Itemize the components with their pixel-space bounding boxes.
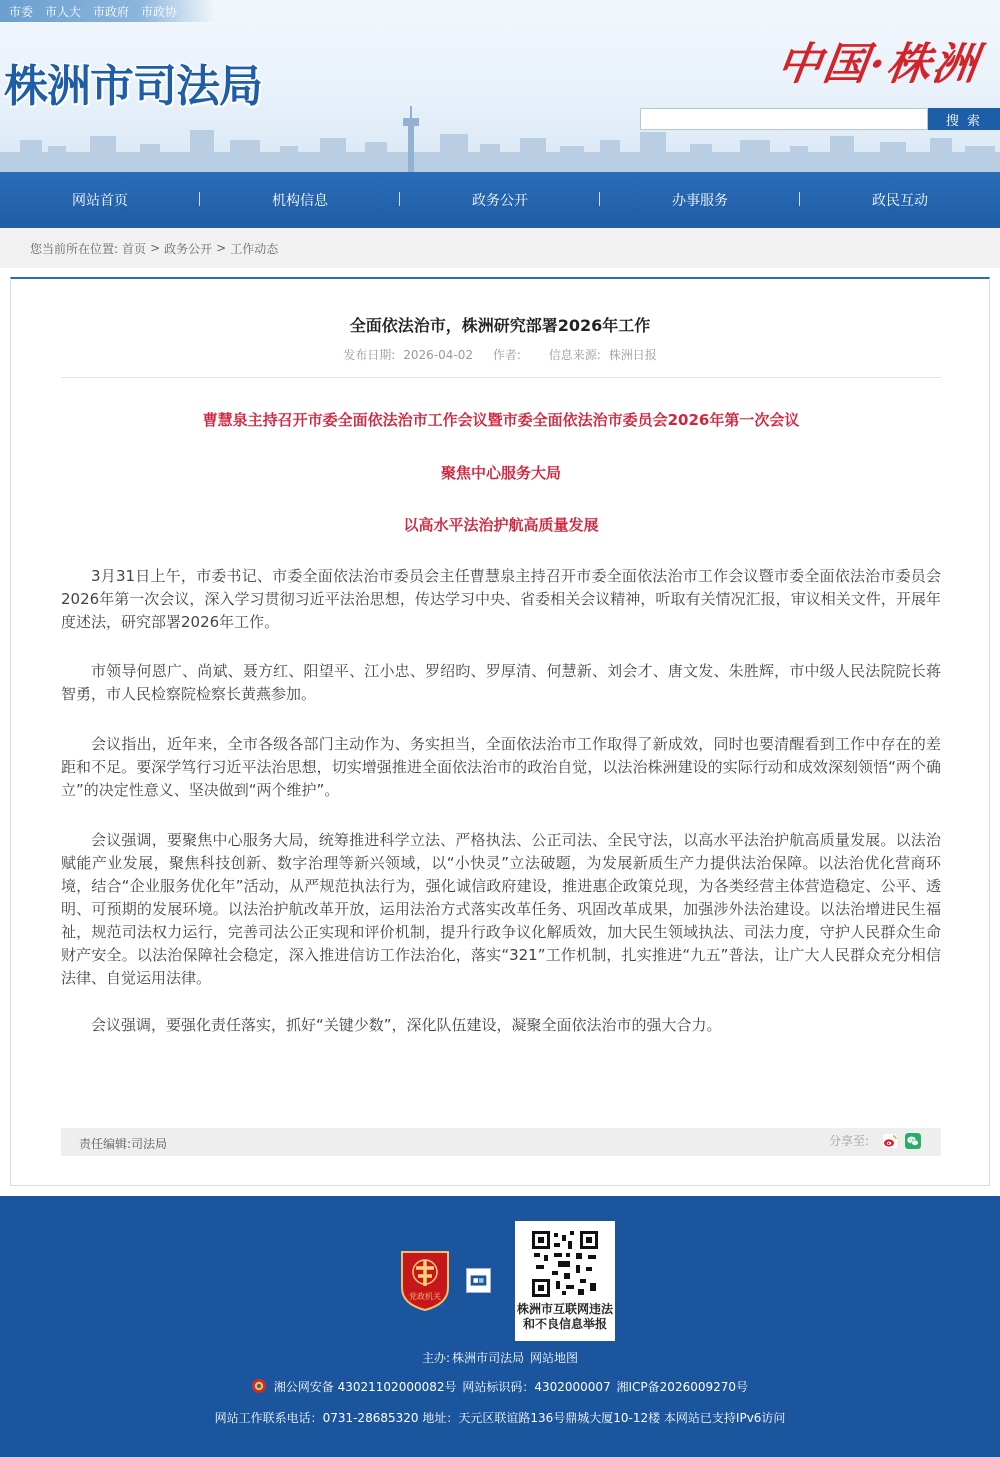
wechat-icon[interactable]: [905, 1133, 921, 1149]
share-label: 分享至:: [828, 1134, 869, 1148]
article-paragraph: 会议强调，要聚焦中心服务大局，统筹推进科学立法、严格执法、公正司法、全民守法，以高水平法治护航高质量发展。以法治赋能产业发展，聚焦科技创新、数字治理等新兴领域，以“小快灵”立法破题，为发展新质生产力提供法治保障。以法治优化营商环境，结合“企业服务优化年”活动，从严规范执法行为，强化诚信政府建设，推进惠企政策兑现，为各类经营主体营造稳定、公平、透明、可预期的发展环境。以法治护航改革开放，运用法治方式落实改革任务、巩固改革成果，加强涉外法治建设。以法治增进民生福祉，规范司法权力运行，完善司法公正实现和评价机制，提升行政争议化解质效，加大民生领域执法、司法力度，守护人民群众生命财产安全。以法治保障社会稳定，深入推进信访工作法治化，落实“321”工作机制，扎实推进“九五”普法，让广大人民群众充分相信法律、自觉运用法律。: [61, 831, 941, 987]
breadcrumb-gov-affairs[interactable]: 政务公开: [164, 241, 213, 256]
top-links-bar: [0, 0, 215, 22]
footer-contact-line: 网站工作联系电话：0731-28685320 地址：天元区联谊路136号鼎城大厦10-12楼 本网站已支持IPv6访问: [214, 1411, 786, 1425]
footer-host-line: [0, 1349, 1000, 1366]
article-card: [10, 277, 990, 1186]
site-footer: [0, 1196, 1000, 1457]
host-label: 主办:: [422, 1351, 451, 1365]
share-bar: [829, 1132, 921, 1149]
breadcrumb: [0, 228, 1000, 268]
search-button[interactable]: 搜 索: [928, 108, 1000, 130]
article-subhead: 聚焦中心服务大局: [440, 464, 561, 482]
top-link-municipal-government[interactable]: 市政府: [93, 4, 130, 19]
report-qr-card[interactable]: [515, 1221, 615, 1341]
nav-label: 网站首页: [72, 193, 128, 209]
police-record-link[interactable]: 湘公网安备 43021102000082号: [273, 1380, 457, 1394]
article-subhead: 以高水平法治护航高质量发展: [403, 516, 599, 534]
nav-item-gov-affairs[interactable]: [400, 190, 600, 210]
nav-item-home[interactable]: [0, 190, 200, 210]
author-label: 作者:: [492, 348, 521, 362]
site-id: 网站标识码：4302000007: [462, 1380, 611, 1394]
badge-label: 党政机关: [409, 1292, 441, 1301]
qr-code-icon: [530, 1229, 600, 1299]
qr-caption: 株洲市互联网违法 和不良信息举报: [516, 1302, 613, 1331]
weibo-icon[interactable]: [882, 1133, 898, 1149]
host-name: 株洲市司法局: [452, 1351, 525, 1365]
site-name-logo[interactable]: 株洲市司法局: [4, 61, 262, 112]
police-badge-icon: [251, 1378, 267, 1394]
breadcrumb-work-news[interactable]: 工作动态: [230, 241, 279, 256]
nav-label: 办事服务: [672, 193, 728, 209]
article-meta: [11, 346, 989, 363]
article-title: 全面依法治市，株洲研究部署2026年工作: [349, 316, 651, 335]
nav-label: 政务公开: [472, 193, 528, 209]
breadcrumb-home[interactable]: 首页: [122, 241, 147, 256]
publish-date-label: 发布日期: 2026-04-02: [343, 348, 474, 362]
article-paragraph: 3月31日上午，市委书记、市委全面依法治市委员会主任曹慧泉主持召开市委全面依法治市工作会议暨市委全面依法治市委员会2026年第一次会议，深入学习贯彻习近平法治思想，传达学习中央、省委相关会议精神，听取有关情况汇报，审议相关文件，开展年度述法，研究部署2026年工作。: [61, 567, 941, 631]
top-link-peoples-congress[interactable]: 市人大: [45, 4, 82, 19]
article-paragraph: 会议指出，近年来，全市各级各部门主动作为、务实担当，全面依法治市工作取得了新成效，同时也要清醒看到工作中存在的差距和不足。要深学笃行习近平法治思想，切实增强推进全面依法治市的政治自觉，以法治株洲建设的实际行动和成效深刻领悟“两个确立”的决定性意义、坚决做到“两个维护”。: [61, 735, 941, 799]
footer-record-line: [0, 1378, 1000, 1395]
china-zhuzhou-brand-mark: 中国·株洲: [773, 39, 983, 90]
nav-label: 机构信息: [272, 193, 328, 209]
search-input[interactable]: [640, 108, 928, 130]
main-nav: [0, 172, 1000, 228]
breadcrumb-separator: >: [216, 241, 227, 255]
icp-record-link[interactable]: 湘ICP备2026009270号: [616, 1380, 749, 1394]
nav-label: 政民互动: [872, 193, 928, 209]
breadcrumb-separator: >: [150, 241, 161, 255]
source-label: 信息来源: 株洲日报: [548, 348, 657, 362]
nav-item-services[interactable]: [600, 190, 800, 210]
responsible-editor: 责任编辑:司法局: [79, 1137, 168, 1151]
nav-item-interaction[interactable]: [800, 190, 1000, 210]
sitemap-link[interactable]: 网站地图: [529, 1351, 578, 1365]
top-link-cppcc[interactable]: 市政协: [141, 4, 178, 19]
site-header: [0, 0, 1000, 172]
article-paragraph: 市领导何恩广、尚斌、聂方红、阳望平、江小忠、罗绍昀、罗厚清、何慧新、刘会才、唐文发、朱胜辉，市中级人民法院院长蒋智勇，市人民检察院检察长黄燕参加。: [61, 662, 941, 703]
article-footer-bar: [61, 1128, 941, 1156]
nav-item-organization[interactable]: [200, 190, 400, 210]
article-subhead: 曹慧泉主持召开市委全面依法治市工作会议暨市委全面依法治市委员会2026年第一次会议: [202, 411, 800, 429]
article-paragraph: 会议强调，要强化责任落实，抓好“关键少数”，深化队伍建设，凝聚全面依法治市的强大合力。: [91, 1016, 722, 1034]
breadcrumb-label: 您当前所在位置:: [30, 241, 119, 256]
title-divider: [61, 377, 941, 378]
error-report-icon[interactable]: [466, 1268, 491, 1293]
top-link-municipal-committee[interactable]: 市委: [9, 4, 34, 19]
party-gov-badge-icon[interactable]: [398, 1248, 452, 1312]
